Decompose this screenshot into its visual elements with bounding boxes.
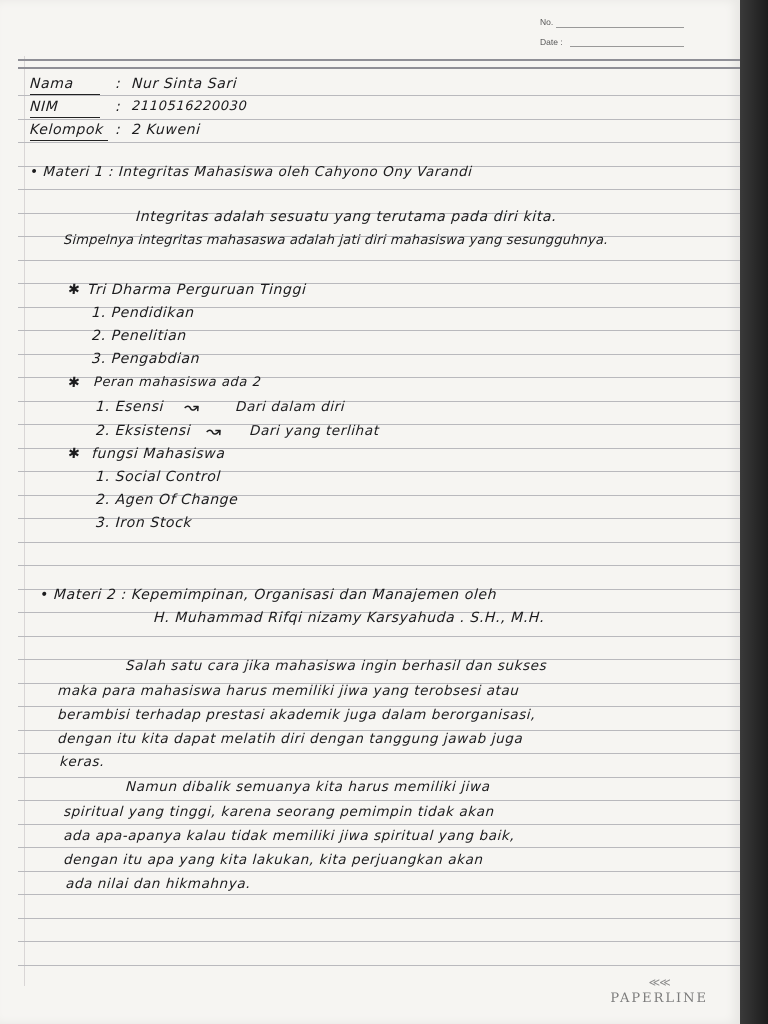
ruled-line <box>18 67 740 69</box>
materi2-heading: • Materi 2 : Kepemimpinan, Organisasi dan Manajemen oleh <box>39 587 498 603</box>
notebook-edge <box>740 0 768 1024</box>
materi2-para1-line: maka para mahasiswa harus memiliki jiwa yang terobsesi atau <box>57 683 520 699</box>
nama-sep: : <box>115 76 122 92</box>
nim-sep: : <box>115 99 122 115</box>
brand-name: PAPERLINE <box>610 991 708 1006</box>
ruled-line <box>18 824 740 825</box>
ruled-line <box>18 894 740 895</box>
ruled-line <box>18 189 740 190</box>
materi1-para1: Integritas adalah sesuatu yang terutama pada diri kita. <box>135 209 558 225</box>
squiggle-arrow-icon: ↝ <box>183 397 201 418</box>
peran-item-label: 2. Eksistensi <box>95 423 192 439</box>
nim-label: NIM <box>29 99 60 115</box>
kelompok-value: 2 Kuweni <box>131 122 202 138</box>
materi1-para2: Simpelnya integritas mahasaswa adalah jati diri mahasiswa yang sesungguhnya. <box>63 233 609 248</box>
ruled-line <box>18 871 740 872</box>
fungsi-item: 1. Social Control <box>95 469 222 485</box>
materi1-heading: • Materi 1 : Integritas Mahasiswa oleh Cahyono Ony Varandi <box>29 164 474 180</box>
ruled-line <box>18 542 740 543</box>
nim-underline <box>30 117 100 118</box>
paperline-brand <box>610 976 708 1006</box>
no-label: No. <box>540 17 554 27</box>
peran-item-label: 1. Esensi <box>95 399 165 415</box>
ruled-line <box>18 636 740 637</box>
ruled-line <box>18 941 740 942</box>
materi2-para1-line: Salah satu cara jika mahasiswa ingin berhasil dan sukses <box>125 658 548 674</box>
no-line <box>556 27 684 28</box>
fungsi-title: fungsi Mahasiswa <box>91 446 226 462</box>
kelompok-sep: : <box>115 122 122 138</box>
tri-dharma-bullet-icon: ✱ <box>67 282 81 298</box>
kelompok-label: Kelompok <box>29 122 105 138</box>
materi2-para2-line: ada nilai dan hikmahnya. <box>65 876 252 892</box>
materi2-para1-line: dengan itu kita dapat melatih diri dengan tanggung jawab juga <box>57 731 524 747</box>
ruled-line <box>18 918 740 919</box>
ruled-line <box>18 142 740 143</box>
ruled-line <box>18 800 740 801</box>
ruled-line <box>18 119 740 120</box>
ruled-line <box>18 565 740 566</box>
tri-dharma-item: 2. Penelitian <box>91 328 188 344</box>
fungsi-item: 3. Iron Stock <box>95 515 193 531</box>
nama-underline <box>30 94 100 95</box>
peran-item-desc: Dari dalam diri <box>235 399 346 415</box>
squiggle-arrow-icon: ↝ <box>205 421 223 442</box>
ruled-line <box>18 847 740 848</box>
peran-item-desc: Dari yang terlihat <box>249 423 381 439</box>
ruled-line <box>18 777 740 778</box>
nama-value: Nur Sinta Sari <box>131 76 238 92</box>
materi2-para2-line: spiritual yang tinggi, karena seorang pemimpin tidak akan <box>63 804 496 820</box>
ruled-line <box>18 260 740 261</box>
fungsi-bullet-icon: ✱ <box>67 446 81 462</box>
tri-dharma-item: 3. Pengabdian <box>91 351 201 367</box>
nim-value: 2110516220030 <box>131 99 248 114</box>
peran-title: Peran mahasiswa ada 2 <box>93 375 262 390</box>
date-line <box>570 46 684 47</box>
ruled-line <box>18 59 740 61</box>
peran-bullet-icon: ✱ <box>67 375 81 391</box>
ruled-line <box>18 95 740 96</box>
materi2-para2-line: ada apa-apanya kalau tidak memiliki jiwa spiritual yang baik, <box>63 828 516 844</box>
fungsi-item: 2. Agen Of Change <box>95 492 239 508</box>
paperline-logo-icon: ≪≪ <box>648 976 670 989</box>
materi2-speaker: H. Muhammad Rifqi nizamy Karsyahuda . S.H., M.H. <box>153 610 546 626</box>
materi2-para1-line: keras. <box>59 754 106 770</box>
materi2-para1-line: berambisi terhadap prestasi akademik juga dalam berorganisasi, <box>57 707 537 723</box>
tri-dharma-title: Tri Dharma Perguruan Tinggi <box>87 282 308 298</box>
nama-label: Nama <box>29 76 75 92</box>
ruled-line <box>18 753 740 754</box>
kelompok-underline <box>30 140 108 141</box>
date-label: Date : <box>540 37 563 47</box>
ruled-line <box>18 965 740 966</box>
materi2-para2-line: Namun dibalik semuanya kita harus memiliki jiwa <box>125 779 492 795</box>
materi2-para2-line: dengan itu apa yang kita lakukan, kita perjuangkan akan <box>63 852 485 868</box>
tri-dharma-item: 1. Pendidikan <box>91 305 196 321</box>
